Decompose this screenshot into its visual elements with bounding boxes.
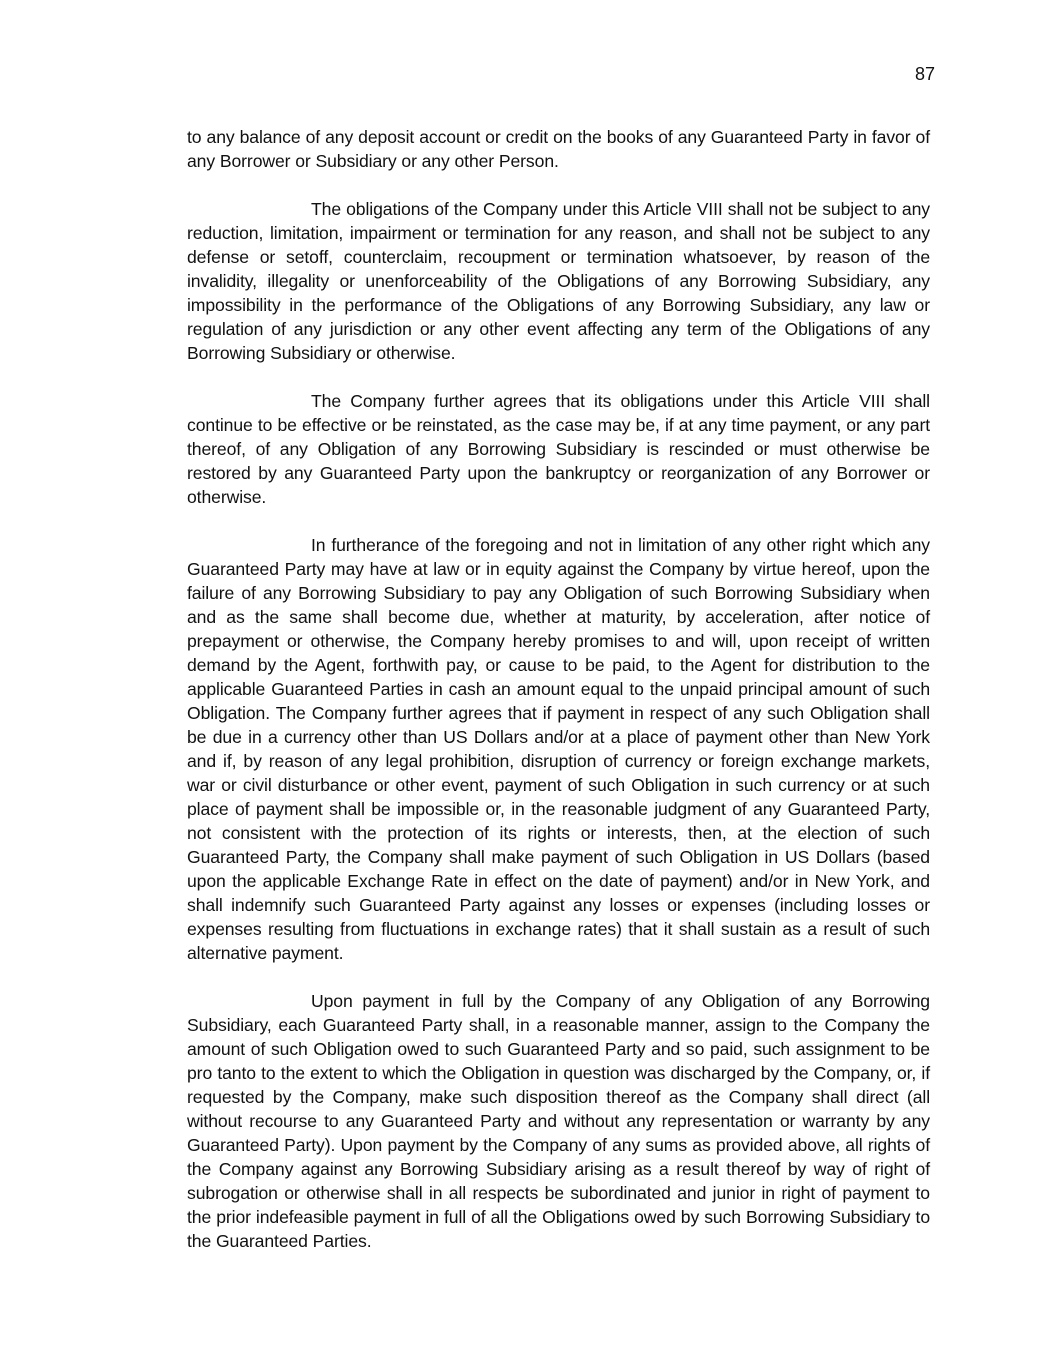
paragraph-reinstatement: The Company further agrees that its obligations under this Article VIII shall continue to be effective or be reinstated, as the case may be, if at any time payment, or any part thereof, of any Obligation of any Borrowing Subsidiary is rescinded or must otherwise be restored by any Guaranteed Party upon the bankruptcy or reorganization of any Borrower or otherwise. bbox=[187, 391, 930, 507]
paragraph-furtherance: In furtherance of the foregoing and not in limitation of any other right which any Guaranteed Party may have at law or in equity against the Company by virtue hereof, upon the failure of any Borrowing Subsidiary to pay any Obligation of such Borrowing Subsidiary when and as the same shall become due, whether at maturity, by acceleration, after notice of prepayment or otherwise, the Company hereby promises to and will, upon receipt of written demand by the Agent, forthwith pay, or cause to be paid, to the Agent for distribution to the applicable Guaranteed Parties in cash an amount equal to the unpaid principal amount of such Obligation. The Company further agrees that if payment in respect of any such Obligation shall be due in a currency other than US Dollars and/or at a place of payment other than New York and if, by reason of any legal prohibition, disruption of currency or foreign exchange markets, war or civil disturbance or other event, payment of such Obligation in such currency or at such place of payment shall be impossible or, in the reasonable judgment of any Guaranteed Party, not consistent with the protection of its rights or interests, then, at the election of such Guaranteed Party, the Company shall make payment of such Obligation in US Dollars (based upon the applicable Exchange Rate in effect on the date of payment) and/or in New York, and shall indemnify such Guaranteed Party against any losses or expenses (including losses or expenses resulting from fluctuations in exchange rates) that it shall sustain as a result of such alternative payment. bbox=[187, 535, 930, 963]
paragraph-obligations-not-subject: The obligations of the Company under this Article VIII shall not be subject to any reduction, limitation, impairment or termination for any reason, and shall not be subject to any defense or setoff, counterclaim, recoupment or termination whatsoever, by reason of the invalidity, illegality or unenforceability of the Obligations of any Borrowing Subsidiary, any impossibility in the performance of the Obligations of any Borrowing Subsidiary, any law or regulation of any jurisdiction or any other event affecting any term of the Obligations of any Borrowing Subsidiary or otherwise. bbox=[187, 199, 930, 363]
document-body bbox=[187, 125, 930, 1277]
paragraph-continuation: to any balance of any deposit account or credit on the books of any Guaranteed Party in favor of any Borrower or Subsidiary or any other Person. bbox=[187, 127, 930, 171]
paragraph-subrogation: Upon payment in full by the Company of any Obligation of any Borrowing Subsidiary, each Guaranteed Party shall, in a reasonable manner, assign to the Company the amount of such Obligation owed to such Guaranteed Party and so paid, such assignment to be pro tanto to the extent to which the Obligation in question was discharged by the Company, or, if requested by the Company, make such disposition thereof as the Company shall direct (all without recourse to any Guaranteed Party and without any representation or warranty by any Guaranteed Party). Upon payment by the Company of any sums as provided above, all rights of the Company against any Borrowing Subsidiary arising as a result thereof by way of right of subrogation or otherwise shall in all respects be subordinated and junior in right of payment to the prior indefeasible payment in full of all the Obligations owed by such Borrowing Subsidiary to the Guaranteed Parties. bbox=[187, 991, 930, 1251]
page-number: 87 bbox=[914, 64, 935, 84]
